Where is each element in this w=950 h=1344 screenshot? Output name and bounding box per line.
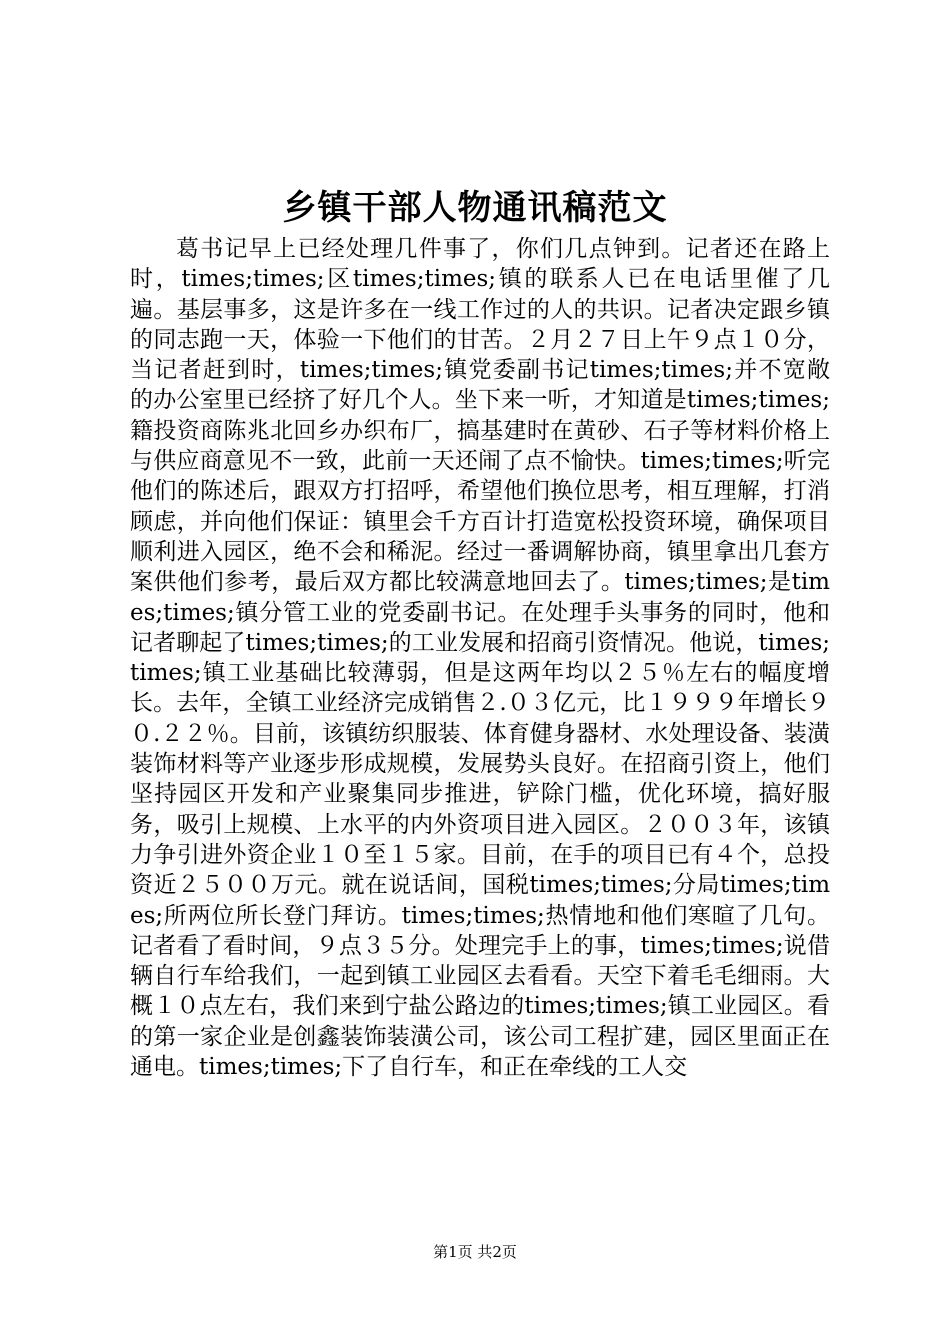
page-indicator: 第1页 共2页 (433, 1243, 517, 1261)
document-title: 乡镇干部人物通讯稿范文 (282, 188, 668, 228)
document-body-paragraph: 葛书记早上已经处理几件事了，你们几点钟到。记者还在路上时，times;times;区times;times;镇的联系人已在电话里催了几遍。基层事多，这是许多在一线工作过的人的共识。记者决定跟乡镇的同志跑一天，体验一下他们的甘苦。２月２７日上午９点１０分，当记者赶到时，times;times;镇党委副书记times;times;并不宽敞的办公室里已经挤了好几个人。坐下来一听，才知道是times;times;籍投资商陈兆北回乡办织布厂，搞基建时在黄砂、石子等材料价格上与供应商意见不一致，此前一天还闹了点不愉快。times;times;听完他们的陈述后，跟双方打招呼，希望他们换位思考，相互理解，打消顾虑，并向他们保证：镇里会千方百计打造宽松投资环境，确保项目顺利进入园区，绝不会和稀泥。经过一番调解协商，镇里拿出几套方案供他们参考，最后双方都比较满意地回去了。times;times;是times;times;镇分管工业的党委副书记。在处理手头事务的同时，他和记者聊起了times;times;的工业发展和招商引资情况。他说，times;times;镇工业基础比较薄弱，但是这两年均以２５％左右的幅度增长。去年，全镇工业经济完成销售２.０３亿元，比１９９９年增长９０.２２％。目前，该镇纺织服装、体育健身器材、水处理设备、装潢装饰材料等产业逐步形成规模，发展势头良好。在招商引资上，他们坚持园区开发和产业聚集同步推进，铲除门槛，优化环境，搞好服务，吸引上规模、上水平的内外资项目进入园区。２００３年，该镇力争引进外资企业１０至１５家。目前，在手的项目已有４个，总投资近２５００万元。就在说话间，国税times;times;分局times;times;所两位所长登门拜访。times;times;热情地和他们寒暄了几句。记者看了看时间，９点３５分。处理完手上的事，times;times;说借辆自行车给我们，一起到镇工业园区去看看。天空下着毛毛细雨。大概１０点左右，我们来到宁盐公路边的times;times;镇工业园区。看的第一家企业是创鑫装饰装潢公司，该公司工程扩建，园区里面正在通电。times;times;下了自行车，和正在牵线的工人交 (130, 236, 830, 1081)
